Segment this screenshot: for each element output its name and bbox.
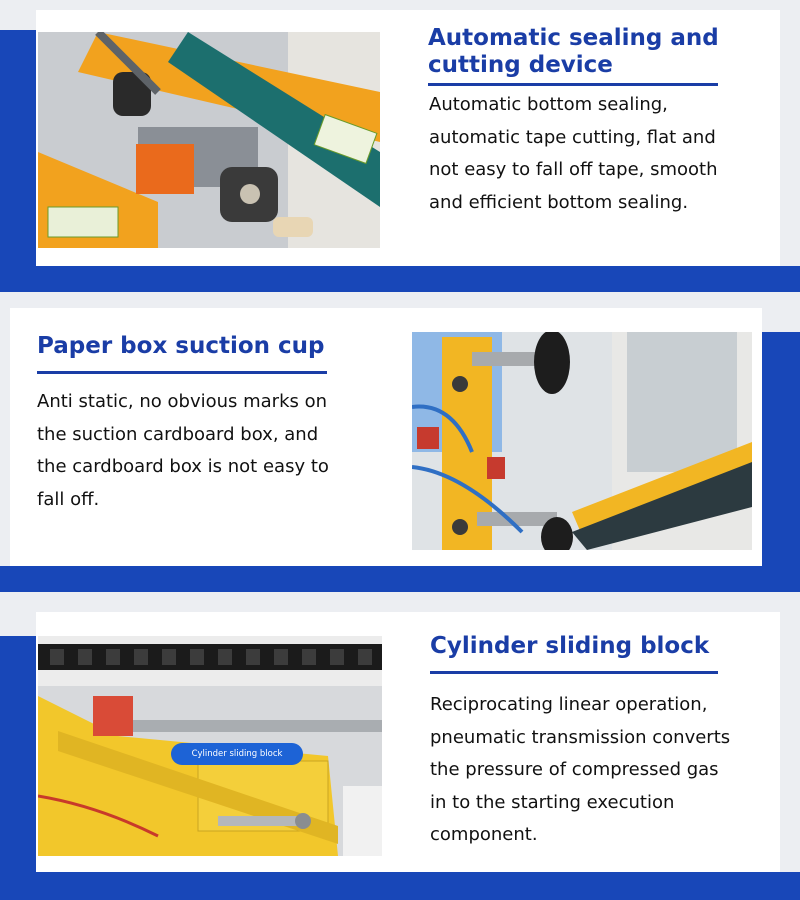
- section-description: Automatic bottom sealing, automatic tape cutting, flat and not easy to fall off tape, smooth and efficient bottom sealing.: [429, 94, 718, 213]
- accent-bar-left: [0, 636, 38, 900]
- title-underline: [430, 671, 718, 674]
- accent-bar-bottom: [0, 266, 800, 292]
- section-title: Automatic sealing and cutting device: [428, 25, 719, 78]
- section-description: Reciprocating linear operation, pneumatic transmission converts the pressure of compressed gas in to the starting execution component.: [430, 694, 731, 845]
- accent-bar-bottom: [0, 872, 800, 900]
- accent-bar-bottom: [0, 566, 800, 592]
- accent-bar-right: [762, 332, 800, 592]
- suction-cup-arm-photo: [412, 332, 752, 550]
- feature-section-suction: [0, 292, 800, 592]
- feature-section-sealing: [0, 0, 800, 292]
- section-description: Anti static, no obvious marks on the suction cardboard box, and the cardboard box is not easy to fall off.: [37, 391, 329, 510]
- feature-section-cylinder: [0, 592, 800, 900]
- callout-label: Cylinder sliding block: [171, 743, 303, 765]
- title-underline: [428, 83, 718, 86]
- section-title: Paper box suction cup: [37, 333, 325, 359]
- section-title: Cylinder sliding block: [430, 633, 710, 659]
- cylinder-slide-photo: [38, 636, 382, 856]
- tape-sealing-rollers-photo: [38, 32, 380, 248]
- accent-bar-left: [0, 30, 38, 292]
- title-underline: [37, 371, 327, 374]
